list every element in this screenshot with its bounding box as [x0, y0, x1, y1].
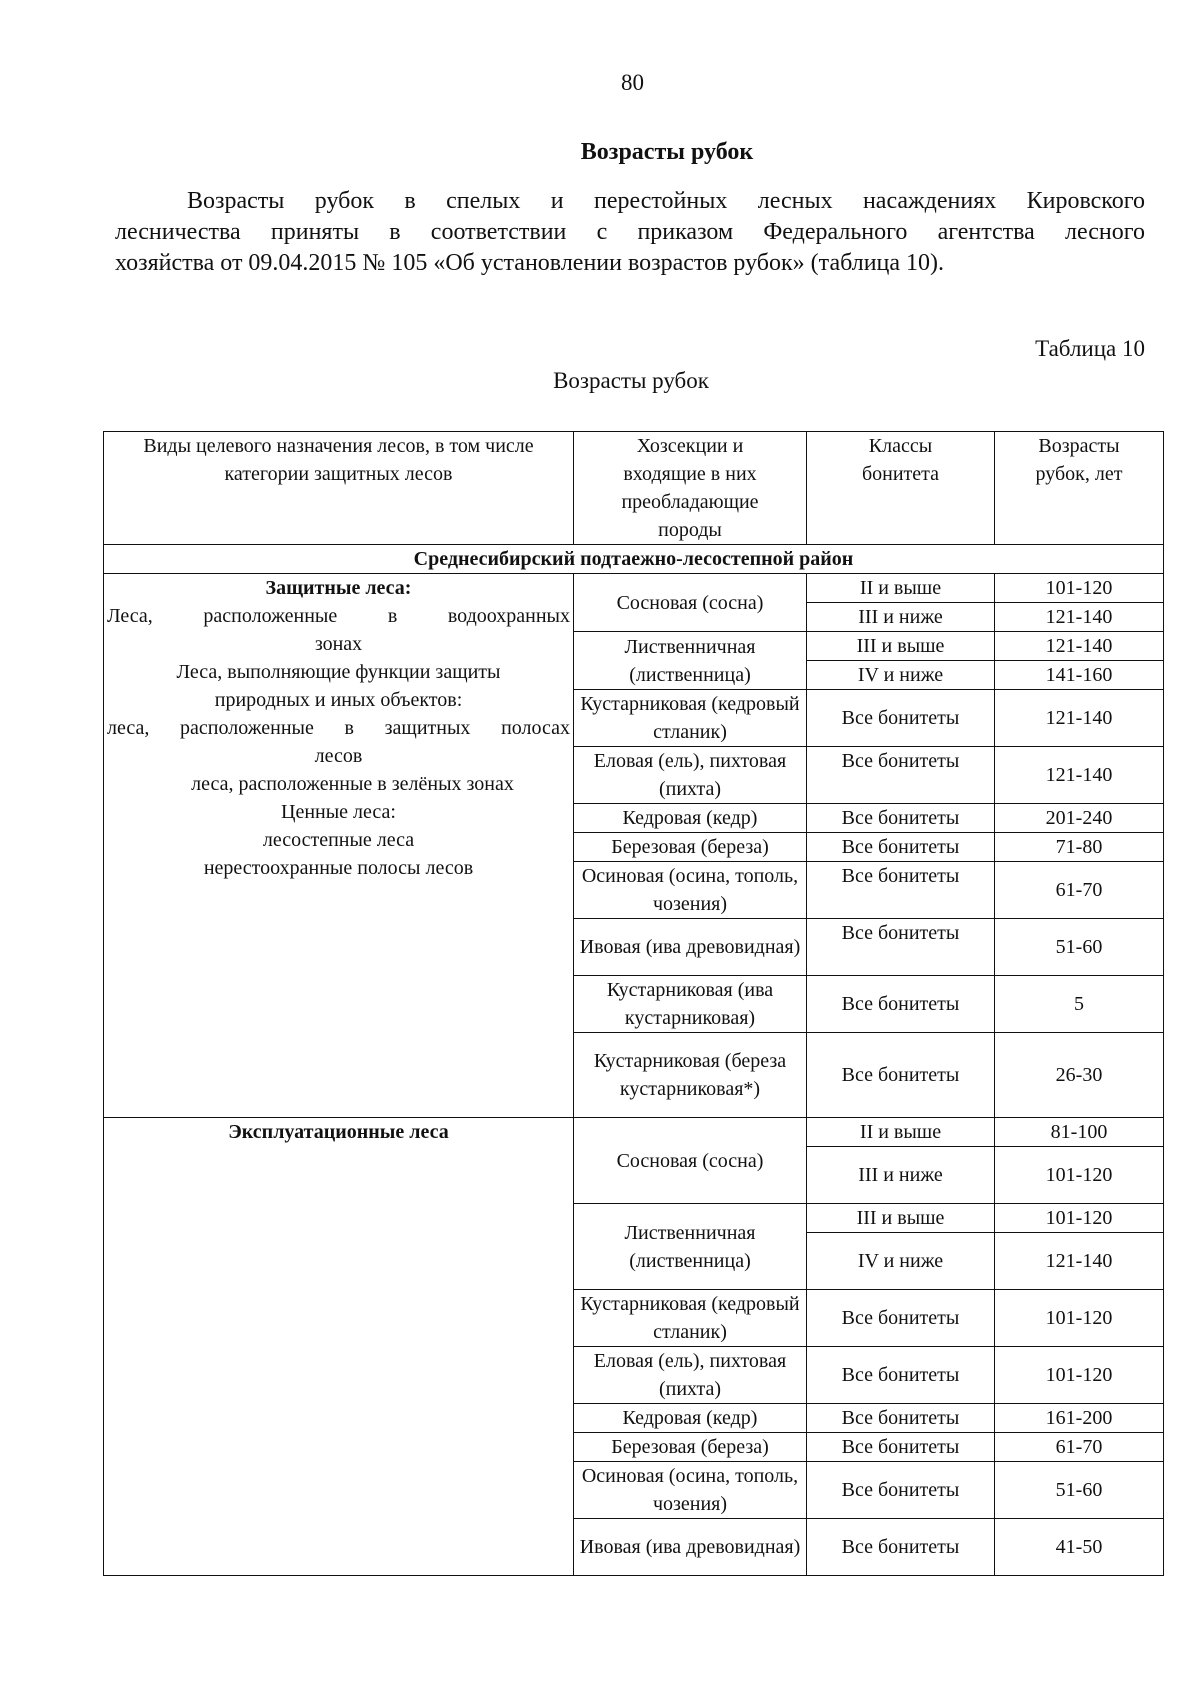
section-cell: Березовая (береза)	[574, 1433, 807, 1462]
bonitet-cell: III и ниже	[807, 1147, 995, 1204]
bonitet-cell: III и выше	[807, 632, 995, 661]
age-cell: 101-120	[995, 1290, 1164, 1347]
section-cell: Кедровая (кедр)	[574, 804, 807, 833]
bonitet-cell: Все бонитеты	[807, 976, 995, 1033]
bonitet-cell: Все бонитеты	[807, 862, 995, 919]
header-bonitet: Классы бонитета	[807, 432, 995, 545]
bonitet-cell: Все бонитеты	[807, 1290, 995, 1347]
section-cell: Кустарниковая (береза кустарниковая*)	[574, 1033, 807, 1118]
protective-forests-cell	[104, 574, 574, 1118]
region-name: Среднесибирский подтаежно-лесостепной район	[104, 545, 1164, 574]
section-cell: Березовая (береза)	[574, 833, 807, 862]
bonitet-cell: Все бонитеты	[807, 690, 995, 747]
age-cell: 101-120	[995, 1204, 1164, 1233]
table-number: Таблица 10	[1035, 336, 1145, 361]
bonitet-cell: Все бонитеты	[807, 1433, 995, 1462]
bonitet-cell: Все бонитеты	[807, 1519, 995, 1576]
bonitet-cell: Все бонитеты	[807, 833, 995, 862]
section-cell: Осиновая (осина, тополь, чозения)	[574, 862, 807, 919]
forest-category-line: Леса, расположенные в водоохранных	[107, 605, 570, 627]
intro-line: хозяйства от 09.04.2015 № 105 «Об установлении возрастов рубок» (таблица 10).	[115, 250, 945, 276]
age-cell: 121-140	[995, 603, 1164, 632]
section-cell: Сосновая (сосна)	[574, 1118, 807, 1204]
age-cell: 81-100	[995, 1118, 1164, 1147]
header-age: Возрасты рубок, лет	[995, 432, 1164, 545]
section-cell: Сосновая (сосна)	[574, 574, 807, 632]
bonitet-cell: Все бонитеты	[807, 804, 995, 833]
bonitet-cell: Все бонитеты	[807, 1462, 995, 1519]
age-cell: 26-30	[995, 1033, 1164, 1118]
bonitet-cell: IV и ниже	[807, 661, 995, 690]
cutting-age-table	[103, 431, 1164, 1576]
age-cell: 5	[995, 976, 1164, 1033]
table-row	[104, 1118, 1164, 1147]
section-cell: Кустарниковая (кедровый стланик)	[574, 690, 807, 747]
age-cell: 121-140	[995, 632, 1164, 661]
forest-category-line: природных и иных объектов:	[214, 689, 463, 711]
section-cell: Еловая (ель), пихтовая (пихта)	[574, 747, 807, 804]
age-cell: 101-120	[995, 1147, 1164, 1204]
age-cell: 101-120	[995, 574, 1164, 603]
intro-line: лесничества приняты в соответствии с приказом Федерального агентства лесного	[115, 219, 1145, 245]
bonitet-cell: Все бонитеты	[807, 1033, 995, 1118]
table-row	[104, 574, 1164, 603]
age-cell: 41-50	[995, 1519, 1164, 1576]
forest-category-line: леса, расположенные в зелёных зонах	[191, 773, 514, 795]
section-cell: Лиственничная (лиственница)	[574, 632, 807, 690]
section-cell: Ивовая (ива древовидная)	[574, 919, 807, 976]
age-cell: 121-140	[995, 1233, 1164, 1290]
forest-category-line: нерестоохранные полосы лесов	[203, 857, 474, 879]
section-cell: Еловая (ель), пихтовая (пихта)	[574, 1347, 807, 1404]
age-cell: 161-200	[995, 1404, 1164, 1433]
forest-category-line: Леса, выполняющие функции защиты	[176, 661, 501, 683]
forest-category-line: лесостепные леса	[262, 829, 415, 851]
section-heading: Возрасты рубок	[580, 139, 754, 165]
forest-category-line: лесов	[314, 745, 363, 767]
bonitet-cell: III и выше	[807, 1204, 995, 1233]
age-cell: 141-160	[995, 661, 1164, 690]
bonitet-cell: II и выше	[807, 574, 995, 603]
section-cell: Кедровая (кедр)	[574, 1404, 807, 1433]
intro-paragraph	[115, 186, 1145, 279]
age-cell: 51-60	[995, 1462, 1164, 1519]
bonitet-cell: Все бонитеты	[807, 747, 995, 804]
age-cell: 71-80	[995, 833, 1164, 862]
intro-line: Возрасты рубок в спелых и перестойных лесных насаждениях Кировского	[187, 188, 1145, 214]
section-cell: Кустарниковая (ива кустарниковая)	[574, 976, 807, 1033]
bonitet-cell: III и ниже	[807, 603, 995, 632]
table-header-row	[104, 432, 1164, 545]
age-cell: 101-120	[995, 1347, 1164, 1404]
header-forest-type: Виды целевого назначения лесов, в том числе категории защитных лесов	[104, 432, 574, 545]
bonitet-cell: II и выше	[807, 1118, 995, 1147]
table-caption: Возрасты рубок	[553, 368, 709, 393]
bonitet-cell: Все бонитеты	[807, 1404, 995, 1433]
bonitet-cell: IV и ниже	[807, 1233, 995, 1290]
section-cell: Лиственничная (лиственница)	[574, 1204, 807, 1290]
exploitation-forests-cell: Эксплуатационные леса	[104, 1118, 574, 1576]
bonitet-cell: Все бонитеты	[807, 1347, 995, 1404]
bonitet-cell: Все бонитеты	[807, 919, 995, 976]
age-cell: 61-70	[995, 1433, 1164, 1462]
header-section: Хозсекции и входящие в них преобладающие породы	[574, 432, 807, 545]
age-cell: 51-60	[995, 919, 1164, 976]
region-row	[104, 545, 1164, 574]
age-cell: 121-140	[995, 747, 1164, 804]
section-cell: Ивовая (ива древовидная)	[574, 1519, 807, 1576]
age-cell: 61-70	[995, 862, 1164, 919]
age-cell: 201-240	[995, 804, 1164, 833]
forest-category-line: зонах	[314, 633, 363, 655]
section-cell: Осиновая (осина, тополь, чозения)	[574, 1462, 807, 1519]
page-number: 80	[621, 70, 644, 95]
section-cell: Кустарниковая (кедровый стланик)	[574, 1290, 807, 1347]
forest-category-line: Ценные леса:	[281, 801, 396, 823]
protective-forests-title: Защитные леса:	[265, 577, 412, 599]
forest-category-line: леса, расположенные в защитных полосах	[107, 717, 570, 739]
age-cell: 121-140	[995, 690, 1164, 747]
